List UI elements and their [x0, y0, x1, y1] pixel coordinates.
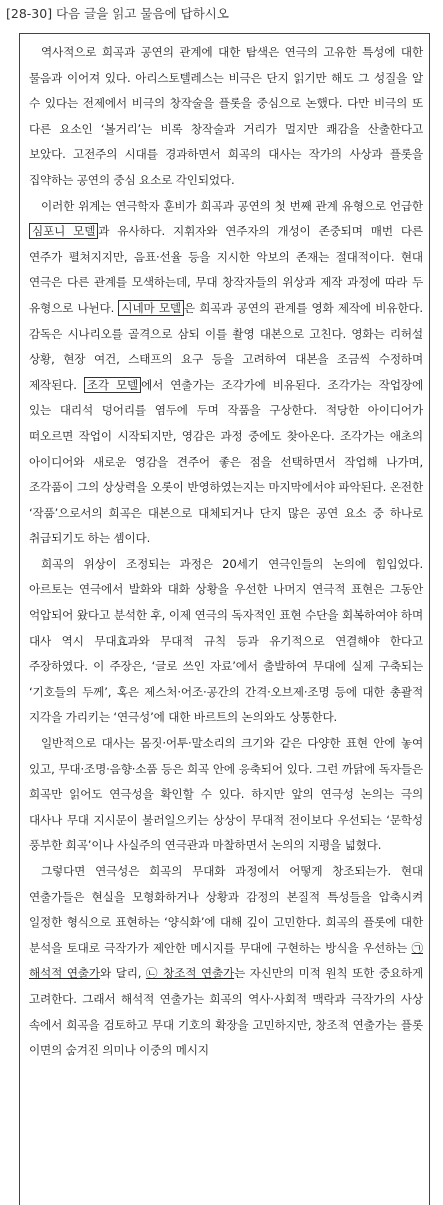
paragraph-3-text: 희곡의 위상이 조정되는 과정은 20세기 연극인들의 논의에 힘입었다. 아르토는 연극에서 발화와 대화 상황을 우선한 나머지 연극적 표현은 그동안 억압되어 왔다고 분석한 후, 이제 연극의 독자적인 표현 수단을 회복하여야 하며 대사 역시 무대효과와 무대적 규칙 등과 유기적으로 연결해야 한다고 주장하였다. 이 주장은, ‘글로 쓰인 자료’에서 출발하여 무대에 실제 구축되는 ‘기호들의 두께’, 혹은 제스처·어조·공간의 간격·오브제·조명 등에 대한 총괄적 지각을 가리키는 ‘연극성’에 대한 바르트의 논의와도 상통한다. [29, 556, 423, 725]
paragraph-4-text: 일반적으로 대사는 몸짓·어투·말소리의 크기와 같은 다양한 표현 안에 놓여 있고, 무대·조명·음향·소품 등은 희곡 안에 응축되어 있다. 그런 까닭에 독자들은 희곡만 읽어도 연극성을 확인할 수 있다. 하지만 앞의 연극성 논의는 극의 대사나 무대 지시문이 불러일으키는 상상이 무대적 전이보다 우선되는 ‘문학성 풍부한 희곡’이나 사실주의 연극관과 마찰하면서 논의의 지평을 넓혔다. [29, 736, 423, 853]
paragraph-2 [29, 194, 423, 552]
symphony-model-term: 심포니 모델 [29, 223, 98, 239]
paragraph-1-text: 역사적으로 희곡과 공연의 관계에 대한 탐색은 연극의 고유한 특성에 대한 물음과 이어져 있다. 아리스토텔레스는 비극은 단지 읽기만 해도 그 성질을 알 수 있다는 전제에서 비극의 창작술을 플롯을 중심으로 논했다. 다만 비극의 또 다른 요소인 ‘볼거리’는 비록 창작술과 거리가 멀지만 쾌감을 산출한다고 보았다. 고전주의 시대를 경과하면서 희곡의 대사는 작가의 사상과 플롯을 집약하는 공연의 중심 요소로 각인되었다. [29, 45, 423, 187]
paragraph-4 [29, 731, 423, 859]
paragraph-2-text-a: 이러한 위계는 연극학자 훈비가 희곡과 공연의 첫 번째 관계 유형으로 언급한 [41, 198, 423, 213]
cinema-model-term: 시네마 모델 [118, 300, 184, 316]
paragraph-2-text-b: 과 유사하다. 지휘자와 연주자의 개성이 존중되며 매번 다른 연주가 펼쳐지지만, 음표·선율 등을 지시한 악보의 존재는 절대적이다. 현대 연극은 다른 관계를 모색하는데, 무대 창작자들의 위상과 제작 과정에 따라 두 유형으로 나뉜다. [29, 224, 423, 315]
creative-director-term: ㉡ 창조적 연출가 [145, 966, 235, 981]
sculpture-model-term: 조각 모델 [84, 377, 141, 393]
question-instruction: [28-30] 다음 글을 읽고 물음에 답하시오 [6, 6, 229, 21]
paragraph-5-text-b: 와 달리, [99, 966, 146, 981]
paragraph-5 [29, 859, 423, 1064]
paragraph-2-text-c: 은 희곡과 공연의 관계를 영화 제작에 비유한다. 감독은 시나리오를 골격으로 삼되 이를 촬영 대본으로 고친다. 영화는 리허설 상황, 현장 여건, 스태프의 요구 등을 고려하여 대본을 조금씩 수정하며 제작된다. [29, 300, 423, 392]
paragraph-5-text-c: 는 자신만의 미적 원칙 또한 중요하게 고려한다. 그래서 해석적 연출가는 희곡의 역사·사회적 맥락과 극작가의 사상 속에서 희곡을 검토하고 무대 기호의 확장을 고민하지만, 창조적 연출가는 플롯 이면의 숨겨진 의미나 이중의 메시지 [29, 966, 424, 1058]
reading-passage [19, 33, 430, 1205]
interpretive-director-term: ㉠ 해석적 연출가 [29, 940, 423, 981]
paragraph-2-text-d: 에서 연출가는 조각가에 비유된다. 조각가는 작업장에 있는 대리석 덩어리를 염두에 두며 작품을 구상한다. 적당한 아이디어가 떠오르면 작업이 시작되지만, 영감은 과정 중에도 찾아온다. 조각가는 애초의 아이디어와 새로운 영감을 견주어 좋은 점을 선택하면서 작업해 나가며, 조각품이 그의 상상력을 오롯이 반영하였는지는 마지막에서야 파악된다. 온전한 ‘작품’으로서의 희곡은 대본으로 대체되거나 단지 많은 공연 요소 중 하나로 취급되기도 하는 셈이다. [29, 377, 423, 546]
paragraph-3 [29, 552, 423, 731]
paragraph-1 [29, 40, 423, 194]
paragraph-5-text-a: 그렇다면 연극성은 희곡의 무대화 과정에서 어떻게 창조되는가. 현대 연출가들은 현실을 모형화하거나 상황과 감정의 본질적 특성들을 압축시켜 일정한 형식으로 표현하는 ‘양식화’에 대해 깊이 고민한다. 희곡의 플롯에 대한 분석을 토대로 극작가가 제안한 메시지를 무대에 구현하는 방식을 우선하는 [29, 864, 423, 955]
